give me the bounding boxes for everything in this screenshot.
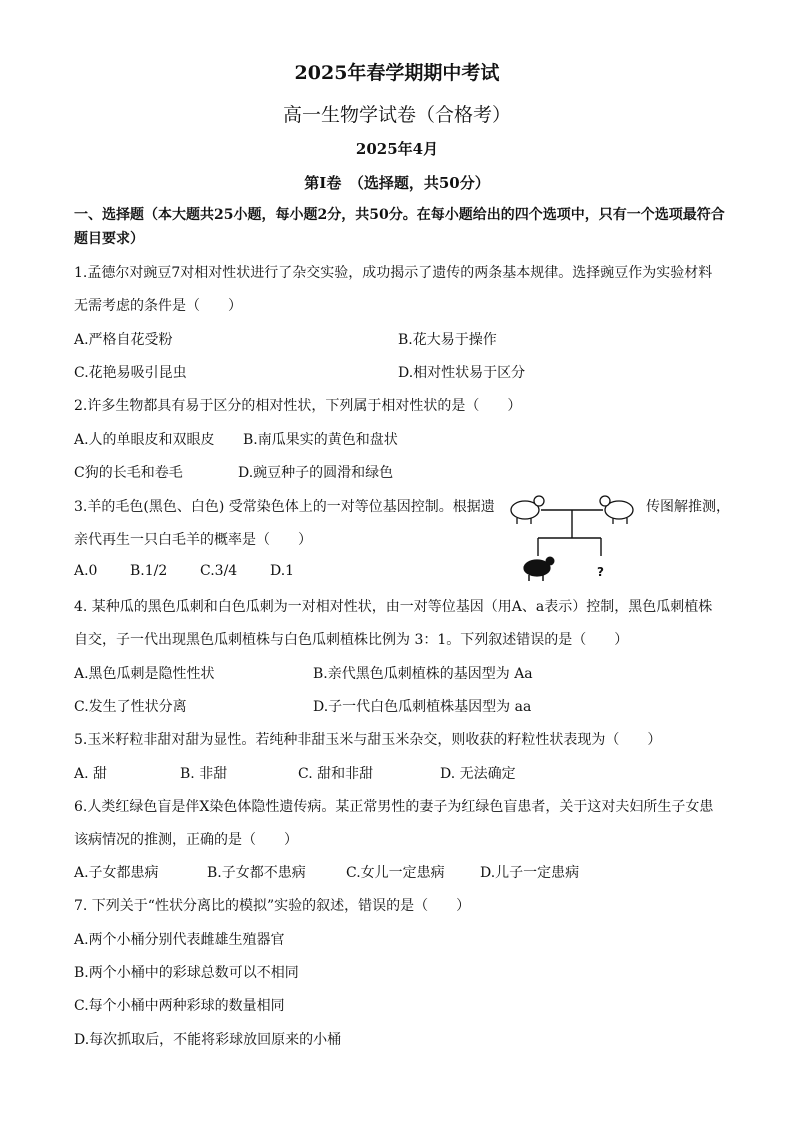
q7-option-b: B.两个小桶中的彩球总数可以不相同 [74, 965, 299, 981]
unknown-offspring-mark: ? [597, 565, 604, 579]
q6-stem-line-2: 该病情况的推测，正确的是（ ） [74, 832, 298, 848]
q7-option-d: D.每次抓取后，不能将彩球放回原来的小桶 [74, 1032, 342, 1048]
q3-option-c: C.3/4 [200, 563, 238, 579]
q3-option-b: B.1/2 [130, 563, 168, 579]
black-sheep-icon [524, 557, 555, 582]
exam-date: 2025年4月 [355, 140, 439, 158]
q5-option-c: C. 甜和非甜 [298, 766, 374, 782]
q7-option-a: A.两个小桶分别代表雌雄生殖器官 [74, 932, 285, 948]
q4-option-b: B.亲代黑色瓜刺植株的基因型为 Aa [313, 666, 533, 682]
white-sheep-icon [511, 496, 544, 524]
q4-option-c: C.发生了性状分离 [74, 699, 187, 715]
q1-option-c: C.花艳易吸引昆虫 [74, 365, 187, 381]
sheep-pedigree-figure [505, 488, 645, 584]
q2-option-d: D.豌豆种子的圆滑和绿色 [238, 465, 394, 481]
q4-stem-line-2: 自交，子一代出现黑色瓜刺植株与白色瓜刺植株比例为 3：1。下列叙述错误的是（ ） [74, 632, 629, 648]
q1-option-b: B.花大易于操作 [398, 332, 497, 348]
q6-stem-line-1: 6.人类红绿色盲是伴X染色体隐性遗传病。某正常男性的妻子为红绿色盲患者，关于这对夫妇所生子女患 [74, 799, 714, 815]
q6-option-a: A.子女都患病 [74, 865, 159, 881]
section-instruction: 一、选择题（本大题共25小题，每小题2分，共50分。在每小题给出的四个选项中，只有一个选项最符合题目要求） [74, 207, 725, 247]
q3-stem-line-1: 3.羊的毛色(黑色、白色) 受常染色体上的一对等位基因控制。根据遗 [74, 499, 495, 515]
q2-option-c: C狗的长毛和卷毛 [74, 465, 183, 481]
q4-stem-line-1: 4. 某种瓜的黑色瓜刺和白色瓜刺为一对相对性状，由一对等位基因（用A、a表示）控制，黑色瓜刺植株 [74, 599, 713, 615]
q2-option-a: A.人的单眼皮和双眼皮 [74, 432, 215, 448]
q1-option-d: D.相对性状易于区分 [398, 365, 526, 381]
q3-stem-line-1-tail: 传图解推测， [646, 499, 730, 515]
volume-heading: 第Ⅰ卷 （选择题，共50分） [304, 174, 490, 192]
q6-option-c: C.女儿一定患病 [346, 865, 445, 881]
q2-stem: 2.许多生物都具有易于区分的相对性状，下列属于相对性状的是（ ） [74, 398, 522, 414]
exam-title: 2025年春学期期中考试 [294, 62, 500, 84]
q7-option-c: C.每个小桶中两种彩球的数量相同 [74, 998, 285, 1014]
q4-option-a: A.黑色瓜刺是隐性性状 [74, 666, 215, 682]
q1-option-a: A.严格自花受粉 [74, 332, 173, 348]
q1-stem-line-2: 无需考虑的条件是（ ） [74, 298, 242, 314]
q5-option-a: A. 甜 [74, 766, 108, 782]
q7-stem: 7. 下列关于“性状分离比的模拟”实验的叙述，错误的是（ ） [74, 898, 471, 914]
white-sheep-icon [600, 496, 633, 524]
q1-stem-line-1: 1.孟德尔对豌豆7对相对性状进行了杂交实验，成功揭示了遗传的两条基本规律。选择豌豆作为实验材料 [74, 265, 713, 281]
q2-option-b: B.南瓜果实的黄色和盘状 [243, 432, 398, 448]
q5-option-d: D. 无法确定 [440, 766, 516, 782]
q6-option-d: D.儿子一定患病 [480, 865, 580, 881]
q3-option-d: D.1 [270, 563, 295, 579]
q4-option-d: D.子一代白色瓜刺植株基因型为 aa [313, 699, 532, 715]
q5-stem: 5.玉米籽粒非甜对甜为显性。若纯种非甜玉米与甜玉米杂交，则收获的籽粒性状表现为（ ） [74, 732, 662, 748]
exam-subtitle: 高一生物学试卷（合格考） [282, 104, 511, 126]
q5-option-b: B. 非甜 [180, 766, 228, 782]
q6-option-b: B.子女都不患病 [207, 865, 306, 881]
q3-stem-line-2: 亲代再生一只白毛羊的概率是（ ） [74, 532, 312, 548]
q3-option-a: A.0 [74, 563, 98, 579]
